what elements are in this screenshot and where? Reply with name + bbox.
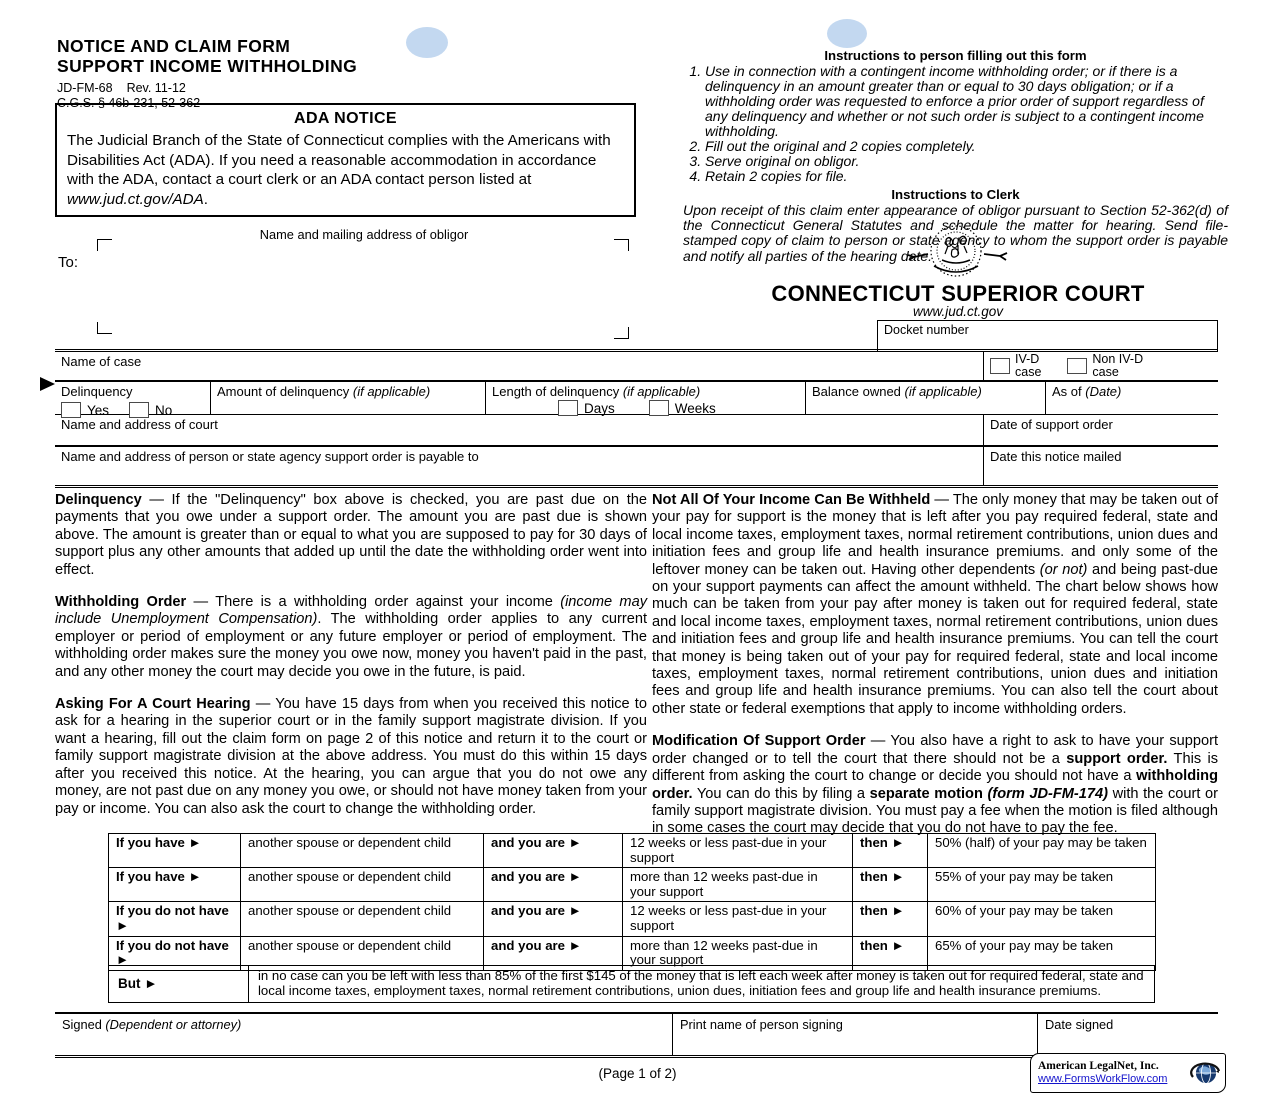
instruction-item: 2. Fill out the original and 2 copies completely. <box>705 139 1228 154</box>
balance-owned-field[interactable] <box>805 382 1045 414</box>
paragraph-court-hearing: Asking For A Court Hearing — You have 15 days from when you received this notice to ask for a hearing in the superior court or in the family support magistrate division. If you want a hearing, fill out the claim form on page 2 of this notice and return it to the court or family support magistrate division at the above address. You must do this within 15 days after you received this notice. At the hearing, you can argue that you do not owe any money, are not past due on any money you owe, or should not have money taken from your pay or income. You can also ask the court to change the withholding order. <box>55 696 647 817</box>
if-you-have-cell: If you have ► <box>109 868 241 902</box>
table-row <box>109 834 1156 868</box>
payable-to-field[interactable] <box>55 447 983 485</box>
pastdue-cell: 12 weeks or less past-due in your support <box>623 834 853 868</box>
if-you-have-cell: If you do not have ► <box>109 902 241 936</box>
signed-field[interactable] <box>55 1014 672 1055</box>
docket-number-label: Docket number <box>884 323 969 337</box>
paragraph-delinquency: Delinquency — If the "Delinquency" box above is checked, you are past due on the payments that you owe under a support order. The amount you are past due is shown above. The amount is greater than or equal to what you are supposed to pay for 30 days of support plus any other amounts that added up until the date the withholding order went into effect. <box>55 492 647 578</box>
checkbox-non-ivd-case[interactable] <box>1067 358 1087 374</box>
instruction-item: 3. Serve original on obligor. <box>705 154 1228 169</box>
result-cell: 55% of your pay may be taken <box>928 868 1156 902</box>
condition-cell: another spouse or dependent child <box>241 936 484 970</box>
instructions-clerk-title: Instructions to Clerk <box>891 187 1020 202</box>
days-label: Days <box>584 400 615 416</box>
delinquency-label: Delinquency <box>61 384 133 399</box>
print-name-label: Print name of person signing <box>680 1017 843 1032</box>
pastdue-cell: more than 12 weeks past-due in your support <box>623 868 853 902</box>
then-cell: then ► <box>853 936 928 970</box>
obligor-address-label: Name and mailing address of obligor <box>259 227 469 242</box>
checkbox-days[interactable] <box>558 400 578 416</box>
date-notice-mailed-label: Date this notice mailed <box>990 449 1122 464</box>
form-header <box>57 36 657 111</box>
withholding-chart-table <box>108 833 1156 971</box>
table-row <box>109 902 1156 936</box>
date-signed-field[interactable] <box>1037 1014 1218 1055</box>
table-row <box>109 868 1156 902</box>
form-statutes: C.G.S. § 46b-231, 52-362 <box>57 96 201 110</box>
delinquency-row <box>55 382 1218 418</box>
then-cell: then ► <box>853 902 928 936</box>
instruction-item: 4. Retain 2 copies for file. <box>705 169 1228 184</box>
corner-bracket-icon <box>614 327 629 339</box>
instruction-item: 1. Use in connection with a contingent income withholding order; or if there is a delinquency in an amount greater than or equal to 30 days obligation; or if a withholding order was requested to enforce a prior order of support regardless of any delinquency and whether or not such order is subject to a contingent income withholding. <box>705 64 1228 139</box>
form-number: JD-FM-68 <box>57 81 113 95</box>
yes-label: Yes <box>87 402 110 418</box>
signed-label: Signed (Dependent or attorney) <box>62 1017 242 1032</box>
form-title-line2: SUPPORT INCOME WITHHOLDING <box>57 56 358 76</box>
docket-number-field[interactable] <box>877 320 1218 352</box>
but-text: in no case can you be left with less than 85% of the first $145 of the money that is left each week after money is taken out for required federal, state and local income taxes, employment taxes, normal retirement contributions, union dues, initiation fees and group life and health insurance premiums. <box>258 968 1144 998</box>
condition-cell: another spouse or dependent child <box>241 834 484 868</box>
delinquency-cell <box>55 382 210 418</box>
print-name-field[interactable] <box>672 1014 1037 1055</box>
balance-owned-label: Balance owned (if applicable) <box>812 384 982 399</box>
court-address-label: Name and address of court <box>61 417 218 432</box>
case-name-row <box>55 352 1218 382</box>
american-legalnet-badge <box>1030 1053 1226 1093</box>
ivd-case-label: IV-D case <box>1015 352 1042 379</box>
and-you-are-cell: and you are ► <box>484 936 623 970</box>
form-revision: Rev. 11-12 <box>126 81 186 95</box>
amount-of-delinquency-label: Amount of delinquency (if applicable) <box>217 384 431 399</box>
legalnet-link[interactable]: www.FormsWorkFlow.com <box>1038 1073 1168 1085</box>
connecticut-state-seal <box>898 224 1014 282</box>
ivd-case-cell <box>983 352 1218 380</box>
page-number: (Page 1 of 2) <box>598 1066 677 1081</box>
then-cell: then ► <box>853 834 928 868</box>
ada-notice-title: ADA NOTICE <box>294 110 397 127</box>
arrow-right-icon <box>40 377 55 391</box>
court-address-row <box>55 415 1218 447</box>
court-name: CONNECTICUT SUPERIOR COURT <box>771 281 1145 306</box>
condition-cell: another spouse or dependent child <box>241 868 484 902</box>
amount-of-delinquency-field[interactable] <box>210 382 485 414</box>
court-website[interactable]: www.jud.ct.gov <box>912 304 1004 319</box>
if-you-have-cell: If you have ► <box>109 834 241 868</box>
date-of-support-order-field[interactable] <box>983 415 1218 445</box>
then-cell: then ► <box>853 868 928 902</box>
obligor-address-field[interactable] <box>112 250 612 330</box>
name-of-case-label: Name of case <box>61 354 142 369</box>
and-you-are-cell: and you are ► <box>484 902 623 936</box>
length-of-delinquency-cell <box>485 382 805 414</box>
length-of-delinquency-label: Length of delinquency (if applicable) <box>492 384 701 399</box>
date-of-support-order-label: Date of support order <box>990 417 1113 432</box>
but-label: But ► <box>109 966 249 1002</box>
checkbox-weeks[interactable] <box>649 400 669 416</box>
globe-icon <box>1190 1057 1222 1089</box>
instructions-person-title: Instructions to person filling out this form <box>824 48 1087 63</box>
form-title-line1: NOTICE AND CLAIM FORM <box>57 36 291 56</box>
if-you-have-cell: If you do not have ► <box>109 936 241 970</box>
legalnet-name: American LegalNet, Inc. <box>1038 1060 1159 1072</box>
corner-bracket-icon <box>97 239 112 251</box>
no-label: No <box>155 402 173 418</box>
date-signed-label: Date signed <box>1045 1017 1114 1032</box>
paragraph-withholding-order: Withholding Order — There is a withholding order against your income (income may include Unemployment Compensation). The withholding order applies to any current employer or period of employment or any future employer or period of employment. The withholding order makes sure the money you owe now, money you haven't paid in the past, and any other money the court may decide you owe in the future, is paid. <box>55 594 648 680</box>
result-cell: 65% of your pay may be taken <box>928 936 1156 970</box>
ada-notice-body: The Judicial Branch of the State of Connecticut complies with the Americans with Disabilities Act (ADA). If you need a reasonable accommodation in accordance with the ADA, contact a court clerk or an ADA contact person listed at www.jud.ct.gov/ADA. <box>67 132 611 208</box>
ada-notice-box <box>55 103 636 217</box>
weeks-label: Weeks <box>674 400 716 416</box>
length-value-field[interactable] <box>492 402 534 415</box>
to-label: To: <box>58 254 79 271</box>
paragraph-income-withheld: Not All Of Your Income Can Be Withheld — The only money that may be taken out of your pay for support is the money that is left after you pay required federal, state and local income taxes, employment taxes, normal retirement contributions, union dues and initiation fees and group life and health insurance premiums. and only some of the leftover money can be taken out. Having other dependents (or not) and being past-due on your support payments can affect the amount withheld. The chart below shows how much can be taken from your pay after money is taken out for required federal, state and local income taxes, employment taxes, normal retirement contributions, union dues and initiation fees and group life and health insurance premiums. You can tell the court that money is being taken out of your pay for required federal, state and local income taxes, employment taxes, normal retirement contributions, union dues and initiation fees and group life and health insurance premiums. You can also tell the court about other state or federal exemptions that apply to income withholding orders. <box>652 492 1219 717</box>
date-notice-mailed-field[interactable] <box>983 447 1218 485</box>
paragraph-modification: Modification Of Support Order — You also have a right to ask to have your support order changed or to tell the court that there should not be a support order. This is different from asking the court to change or decide you should not have a withholding order. You can do this by filing a separate motion (form JD-FM-174) with the court or family support magistrate division. You must pay a fee when the motion is filed although in some cases the court may decide that you do not have to pay the fee. <box>652 733 1218 837</box>
checkbox-ivd-case[interactable] <box>990 358 1010 374</box>
body-right-column <box>652 492 1218 853</box>
corner-bracket-icon <box>97 322 112 334</box>
but-row <box>108 965 1155 1003</box>
pastdue-cell: more than 12 weeks past-due in your support <box>623 936 853 970</box>
case-info-grid <box>55 349 1218 488</box>
as-of-date-field[interactable] <box>1045 382 1218 414</box>
instructions-person-list <box>683 64 1228 184</box>
hole-punch-mark <box>827 19 867 48</box>
body-left-column <box>55 492 647 833</box>
corner-bracket-icon <box>614 239 629 251</box>
signature-row <box>55 1012 1218 1058</box>
payable-to-label: Name and address of person or state agency support order is payable to <box>61 449 479 464</box>
result-cell: 50% (half) of your pay may be taken <box>928 834 1156 868</box>
result-cell: 60% of your pay may be taken <box>928 902 1156 936</box>
condition-cell: another spouse or dependent child <box>241 902 484 936</box>
court-address-field[interactable] <box>55 415 983 445</box>
instructions-clerk-body: Upon receipt of this claim enter appearance of obligor pursuant to Section 52-362(d) of the Connecticut General Statutes and schedule the matter for hearing. Send file-stamped copy of claim to person or state agency to whom the support order is payable and notify all parties of the hearing date. <box>683 202 1228 264</box>
as-of-date-label: As of (Date) <box>1052 384 1122 399</box>
name-of-case-field[interactable] <box>55 352 983 380</box>
pastdue-cell: 12 weeks or less past-due in your support <box>623 902 853 936</box>
and-you-are-cell: and you are ► <box>484 834 623 868</box>
payable-row <box>55 447 1218 485</box>
and-you-are-cell: and you are ► <box>484 868 623 902</box>
non-ivd-case-label: Non IV-D case <box>1092 352 1144 379</box>
